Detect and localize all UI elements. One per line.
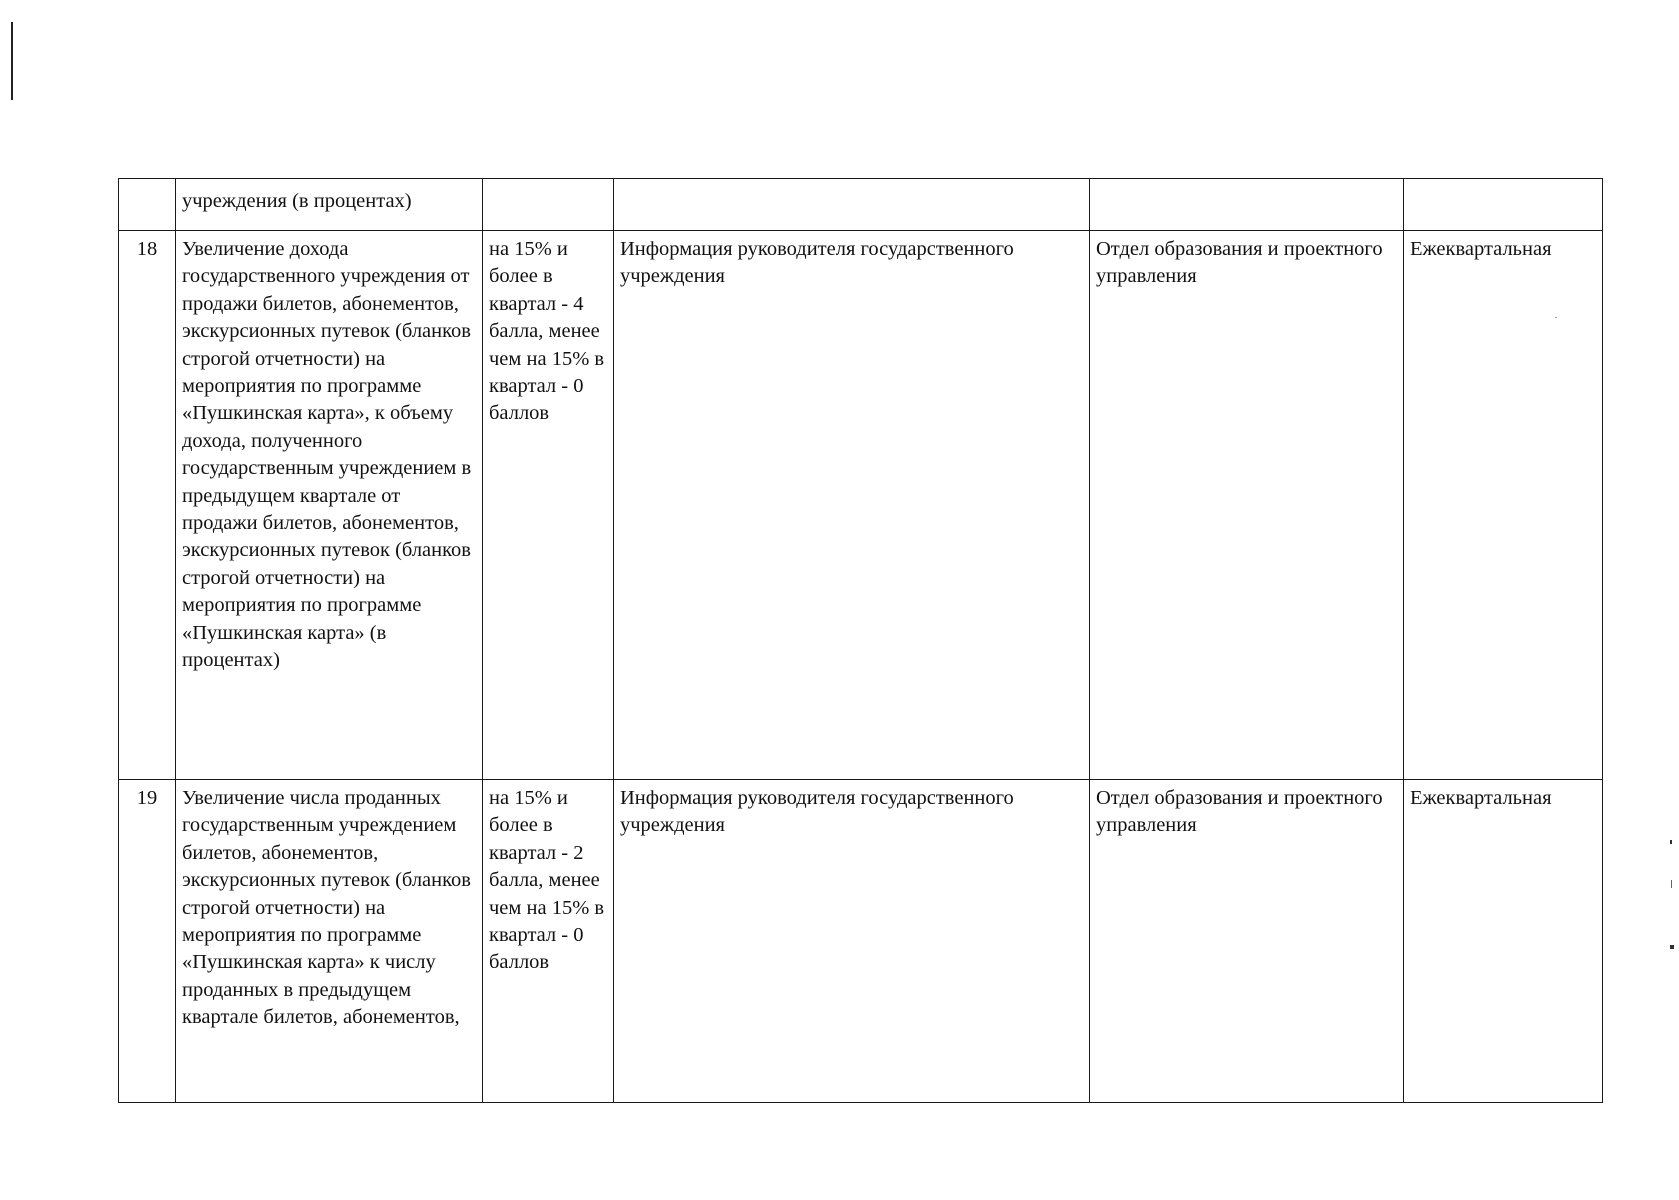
score-cell [483,179,614,231]
table-row-continuation [119,179,1603,231]
scan-speck [1670,945,1674,949]
score-cell: на 15% и более в квартал - 2 балла, менее чем на 15% в квартал - 0 баллов [483,780,614,1103]
indicator-cell: Увеличение дохода государственного учреждения от продажи билетов, абонементов, экскурсионных путевок (бланков строгой отчетности) на мероприятия по программе «Пушкинская карта», к объему дохода, полученного государственным учреждением в предыдущем квартале от продажи билетов, абонементов, экскурсионных путевок (бланков строгой отчетности) на мероприятия по программе «Пушкинская карта» (в процентах) [176,231,483,780]
frequency-cell: Ежеквартальная [1404,231,1603,780]
source-cell [614,179,1090,231]
row-number-cell [119,179,176,231]
frequency-cell: Ежеквартальная [1404,780,1603,1103]
source-cell: Информация руководителя государственного учреждения [614,780,1090,1103]
indicators-table [118,178,1603,1103]
table-row [119,231,1603,780]
source-cell: Информация руководителя государственного учреждения [614,231,1090,780]
row-number-cell: 19 [119,780,176,1103]
scan-margin-line [11,22,13,100]
responsible-cell [1090,179,1404,231]
frequency-cell [1404,179,1603,231]
table-row [119,780,1603,1103]
indicator-cell: Увеличение числа проданных государственным учреждением билетов, абонементов, экскурсионных путевок (бланков строгой отчетности) на мероприятия по программе «Пушкинская карта» к числу проданных в предыдущем квартале билетов, абонементов, [176,780,483,1103]
row-number-cell: 18 [119,231,176,780]
responsible-cell: Отдел образования и проектного управления [1090,780,1404,1103]
scan-speck [1670,840,1672,844]
score-cell: на 15% и более в квартал - 4 балла, менее чем на 15% в квартал - 0 баллов [483,231,614,780]
indicator-cell: учреждения (в процентах) [176,179,483,231]
responsible-cell: Отдел образования и проектного управления [1090,231,1404,780]
scan-speck [1671,880,1672,888]
